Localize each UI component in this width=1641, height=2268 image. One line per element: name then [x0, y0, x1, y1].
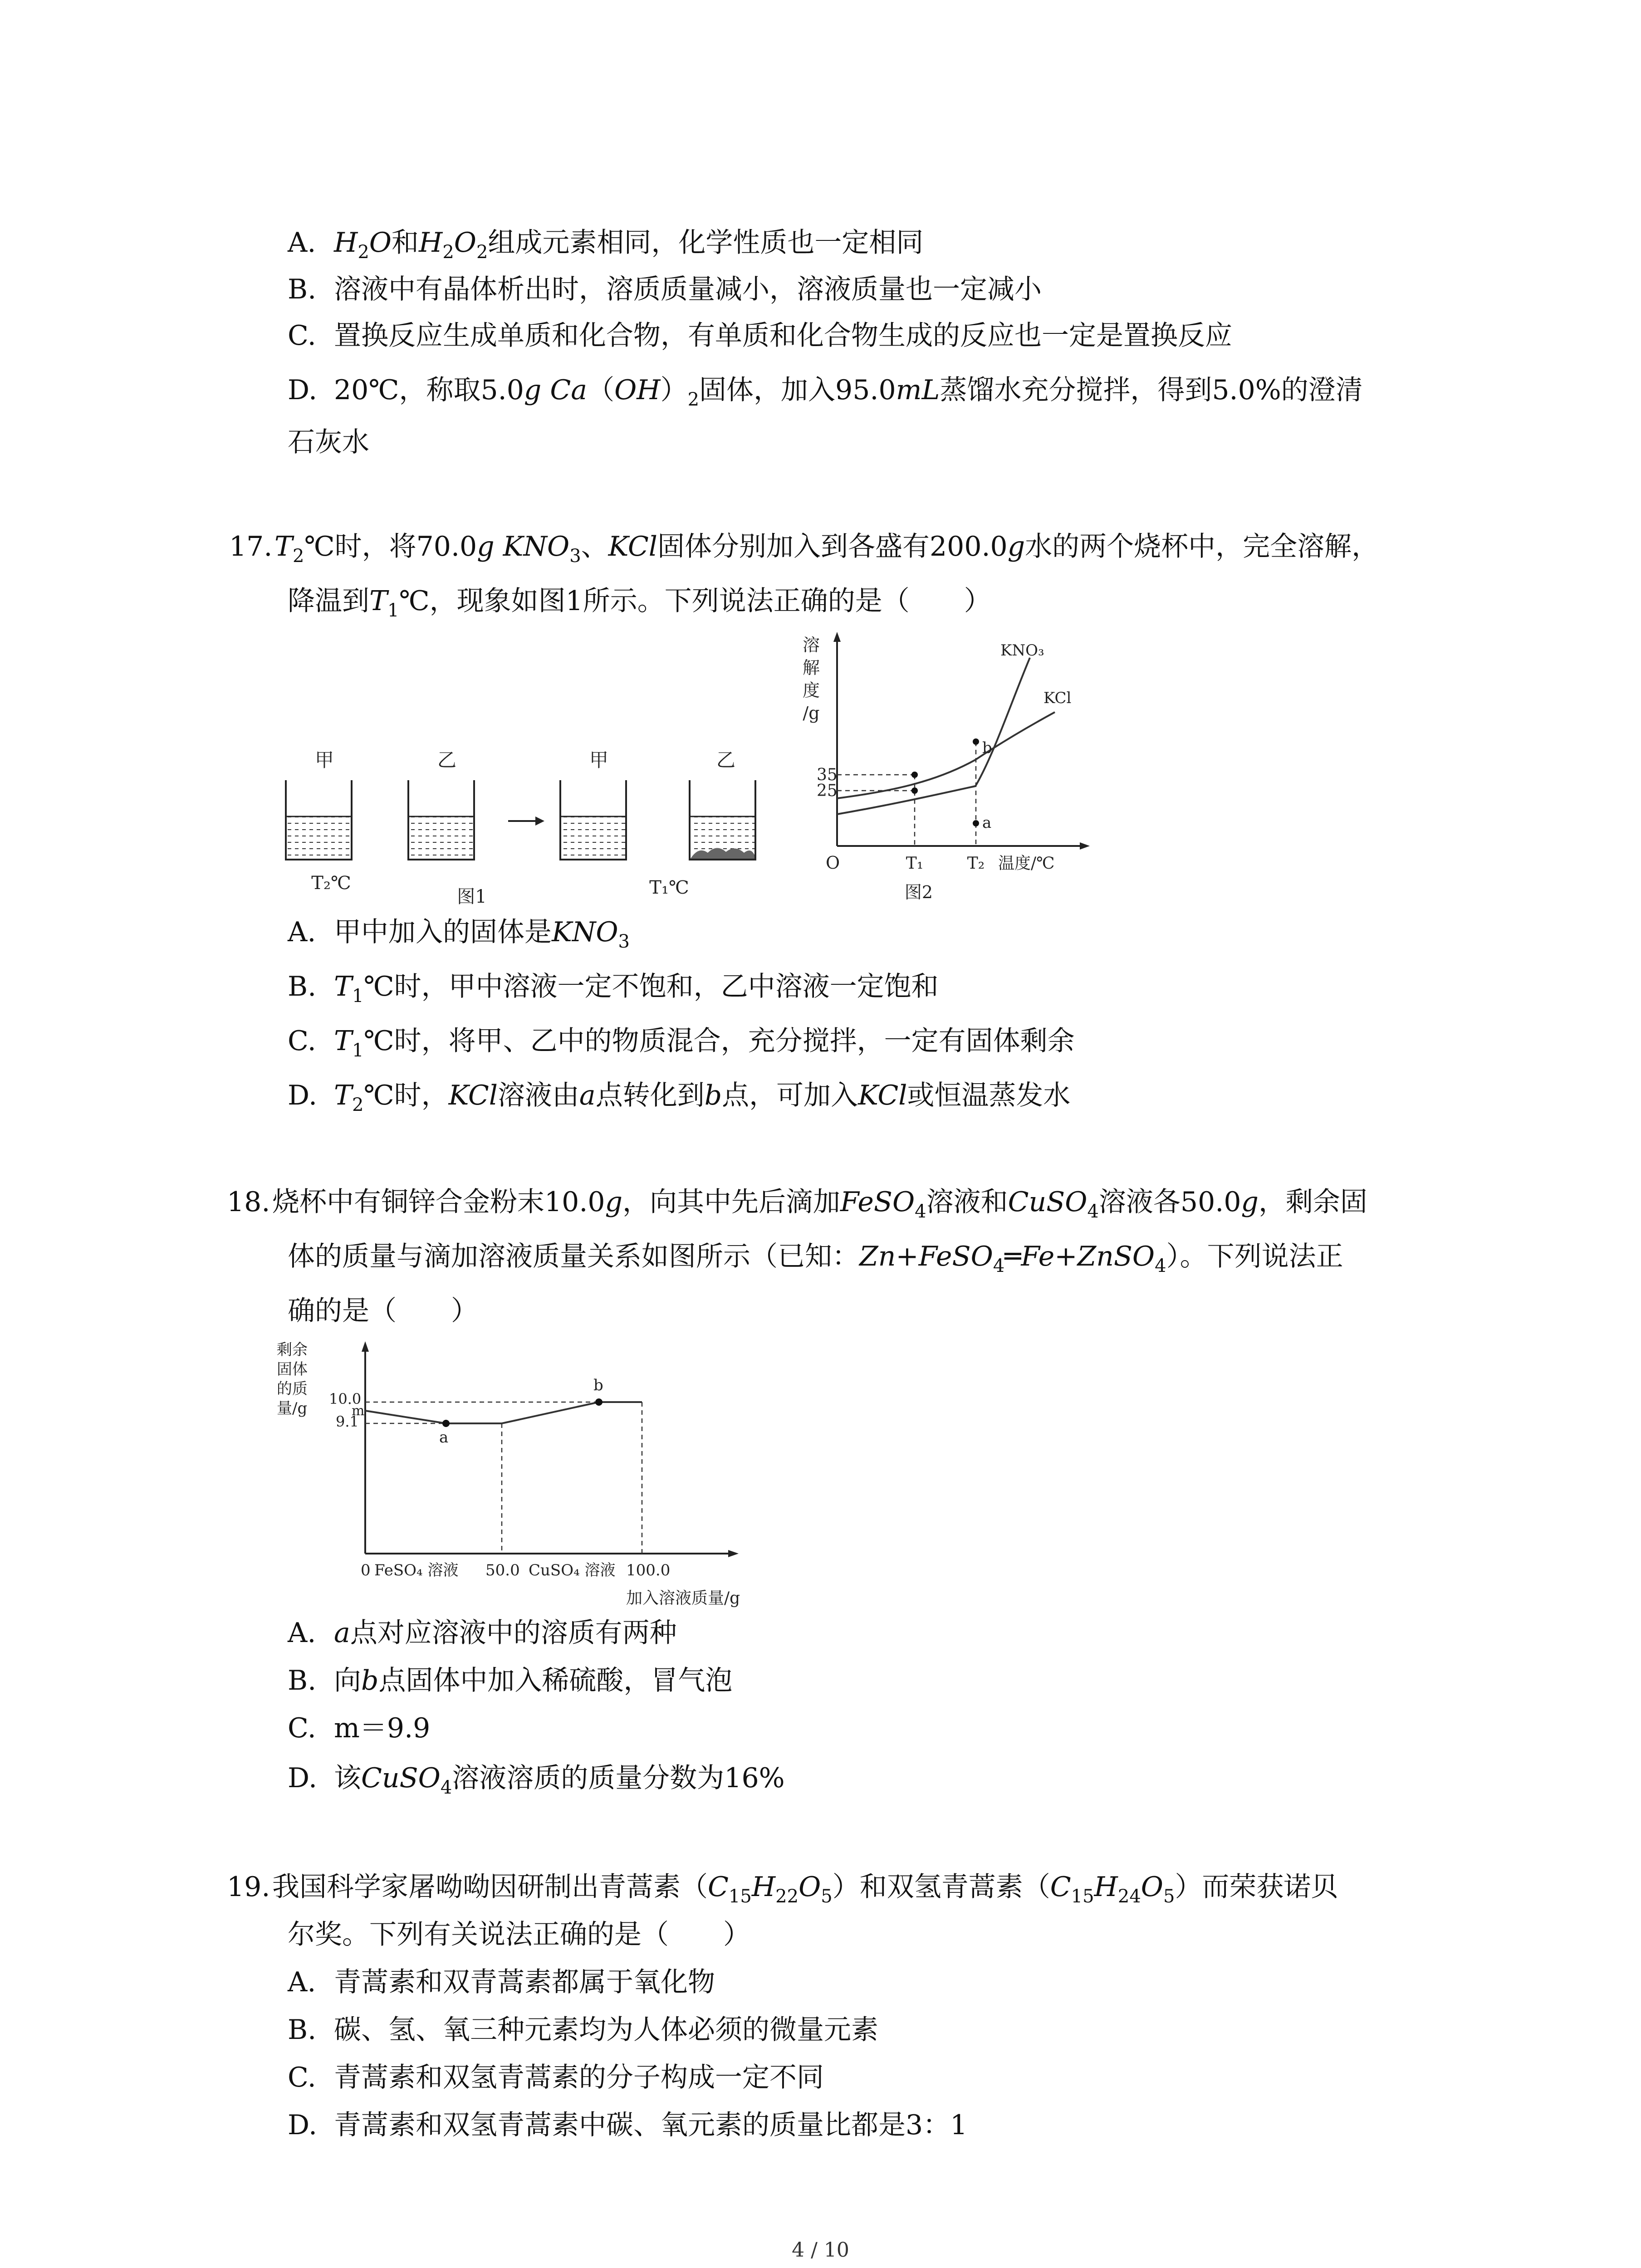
q17-option-c: C. $T_1℃$时，将甲、乙中的物质混合，充分搅拌，一定有固体剩余: [288, 1023, 1075, 1059]
y-tick-10: 10.0: [329, 1390, 362, 1408]
x-segment-feso4: FeSO₄ 溶液: [374, 1561, 459, 1579]
option-label: A.: [288, 916, 316, 948]
kcl-curve: [837, 712, 1055, 798]
question-number: 17.: [229, 531, 273, 562]
q17-option-a: A. 甲中加入的固体是$KNO_3$: [288, 914, 630, 950]
q19-option-a: [288, 1964, 715, 2000]
q18-stem-line3: 确的是（ ）: [288, 1295, 478, 1327]
x-tick-t1: T₁: [906, 854, 924, 873]
beaker-jia-after: [560, 780, 626, 860]
y-axis-label-2: 固体: [277, 1360, 308, 1378]
origin-label: O: [826, 853, 840, 873]
q16-option-d: D. 20℃，称取5.0g $Ca(OH)_2$固体，加入95.0mL蒸馏水充分搅拌，得到5.0%的澄清: [288, 372, 1363, 408]
q18-option-c: [288, 1710, 430, 1746]
option-label: A.: [288, 1617, 316, 1649]
option-label: D.: [288, 2109, 318, 2141]
point-b: [595, 1398, 603, 1406]
beaker-yi-after-with-crystals: [690, 780, 755, 860]
q19-option-a-text: 青蒿素和双青蒿素都属于氧化物: [334, 1966, 715, 1998]
option-label: B.: [288, 1665, 317, 1696]
figure1-caption: 图1: [457, 886, 487, 907]
q19-stem-line1: 19.我国科学家屠呦呦因研制出青蒿素$(C_{15}H_{22}O_5)$和双氢青蒿素$(C_{15}H_{24}O_5)$而荣获诺贝: [227, 1869, 1338, 1905]
beaker-label-jia: 甲: [314, 749, 334, 771]
beaker-label-yi: 乙: [437, 749, 457, 771]
x-tick-50: 50.0: [485, 1561, 520, 1579]
beaker-yi-before: [408, 780, 474, 860]
q16-option-b-text: 溶液中有晶体析出时，溶质质量减小，溶液质量也一定减小: [334, 274, 1042, 305]
q17-figure2-solubility-chart: [798, 628, 1098, 920]
dashed-guides: [365, 1402, 642, 1554]
q16-option-a: A. $H_2O$和$H_2O_2$组成元素相同，化学性质也一定相同: [288, 225, 923, 261]
point-a-label: a: [982, 814, 992, 832]
y-axis-label-2: 解: [802, 658, 820, 678]
option-label: C.: [288, 320, 316, 352]
option-label: B.: [288, 2014, 317, 2046]
y-tick-9-1: 9.1: [336, 1413, 359, 1430]
q19-option-c-text: 青蒿素和双氢青蒿素的分子构成一定不同: [334, 2062, 824, 2093]
q19-option-b: [288, 2012, 878, 2048]
q17-stem-line1: $17.T_2℃$时，将70.0g $KNO_3$、KCl固体分别加入到各盛有200.0g水的两个烧杯中，完全溶解，: [229, 528, 1379, 565]
q18-stem-line2: 体的质量与滴加溶液质量关系如图所示（已知：Zn+FeSO$_4$═Fe+ZnSO$_4$）。下列说法正: [288, 1241, 1343, 1276]
x-axis-label: 加入溶液质量/g: [626, 1589, 740, 1608]
kcl-label: KCl: [1043, 689, 1072, 707]
option-label: C.: [288, 1025, 316, 1057]
y-axis-label-1: 剩余: [277, 1341, 308, 1359]
question-number: 19.: [227, 1871, 270, 1903]
y-tick-35: 35: [817, 766, 838, 784]
point-b-label: b: [593, 1376, 603, 1394]
dashed-guides: [837, 742, 976, 846]
q18-option-c-text: m＝9.9: [334, 1712, 431, 1744]
x-tick-0: 0: [361, 1561, 371, 1579]
data-point: [911, 787, 918, 794]
point-a: [973, 820, 979, 826]
q16-option-c: [288, 318, 1232, 354]
q17-option-d: D. $T_2℃$时，KCl溶液由a点转化到b点，可加入KCl或恒温蒸发水: [288, 1077, 1070, 1114]
q19-stem-line2: 尔奖。下列有关说法正确的是（ ）: [288, 1919, 750, 1950]
x-segment-cuso4: CuSO₄ 溶液: [529, 1561, 616, 1579]
q16-option-b: [288, 271, 1042, 308]
data-point: [911, 772, 918, 778]
option-label: B.: [288, 971, 317, 1002]
y-tick-m: m: [352, 1403, 365, 1419]
q19-option-d-text: 青蒿素和双氢青蒿素中碳、氧元素的质量比都是3：1: [334, 2109, 968, 2141]
option-label: D.: [288, 1762, 318, 1794]
option-label: A.: [288, 227, 316, 259]
option-label: D.: [288, 1080, 318, 1111]
q16-option-c-text: 置换反应生成单质和化合物，有单质和化合物生成的反应也一定是置换反应: [334, 320, 1232, 352]
beaker-jia-before: [286, 780, 352, 860]
question-number: 18.: [227, 1186, 270, 1218]
q19-option-b-text: 碳、氢、氧三种元素均为人体必须的微量元素: [334, 2014, 878, 2046]
q16-option-a-text: 组成元素相同，化学性质也一定相同: [488, 227, 924, 259]
y-axis-label-1: 溶: [802, 635, 820, 655]
option-label: D.: [288, 374, 318, 406]
q17-figure1: [272, 744, 789, 918]
chart-axes: [833, 632, 1090, 850]
option-label: A.: [288, 1966, 316, 1998]
q17-stem-line2: 降温到$T_1℃$，现象如图1所示。下列说法正确的是（ ）: [288, 585, 991, 621]
q18-option-a: A. a点对应溶液中的溶质有两种: [288, 1615, 677, 1651]
beaker-label-yi: 乙: [716, 749, 736, 771]
y-axis-label-3: 度: [802, 680, 820, 700]
x-tick-t2: T₂: [967, 854, 985, 873]
q18-stem-line1: 18.烧杯中有铜锌合金粉末10.0g，向其中先后滴加FeSO$_4$溶液和CuSO$_4$溶液各50.0g，剩余固: [227, 1184, 1367, 1220]
q19-option-c: [288, 2059, 824, 2096]
q17-option-b: B. $T_1℃$时，甲中溶液一定不饱和，乙中溶液一定饱和: [288, 968, 939, 1005]
y-axis-label-4: 量/g: [277, 1399, 308, 1418]
x-axis-label: 温度/℃: [998, 854, 1055, 873]
temp-t1-label: T₁℃: [649, 877, 689, 898]
point-a-label: a: [439, 1428, 449, 1447]
q18-mass-chart: [272, 1336, 798, 1619]
page-number: 4 / 10: [792, 2239, 849, 2262]
option-label: C.: [288, 2062, 316, 2093]
q19-option-d: [288, 2107, 967, 2143]
figure2-caption: 图2: [904, 882, 933, 902]
option-label: C.: [288, 1712, 316, 1744]
q16-option-d-cont: 石灰水: [288, 426, 369, 458]
point-b-label: b: [982, 739, 992, 757]
temp-t2-label: T₂℃: [311, 873, 351, 894]
chart-axes: [362, 1341, 739, 1557]
kno3-label: KNO₃: [1000, 641, 1044, 660]
x-tick-100: 100.0: [626, 1561, 671, 1579]
y-axis-label-4: /g: [803, 703, 820, 723]
point-a: [442, 1420, 450, 1427]
option-label: B.: [288, 274, 317, 305]
q18-option-b: B. 向b点固体中加入稀硫酸，冒气泡: [288, 1662, 732, 1699]
beaker-label-jia: 甲: [589, 749, 609, 771]
arrow-right-icon: [508, 816, 544, 826]
point-b: [973, 738, 979, 745]
q18-option-d: D. 该CuSO$_4$溶液溶质的质量分数为16%: [288, 1760, 785, 1796]
y-axis-label-3: 的质: [277, 1380, 308, 1398]
y-tick-25: 25: [817, 782, 838, 800]
